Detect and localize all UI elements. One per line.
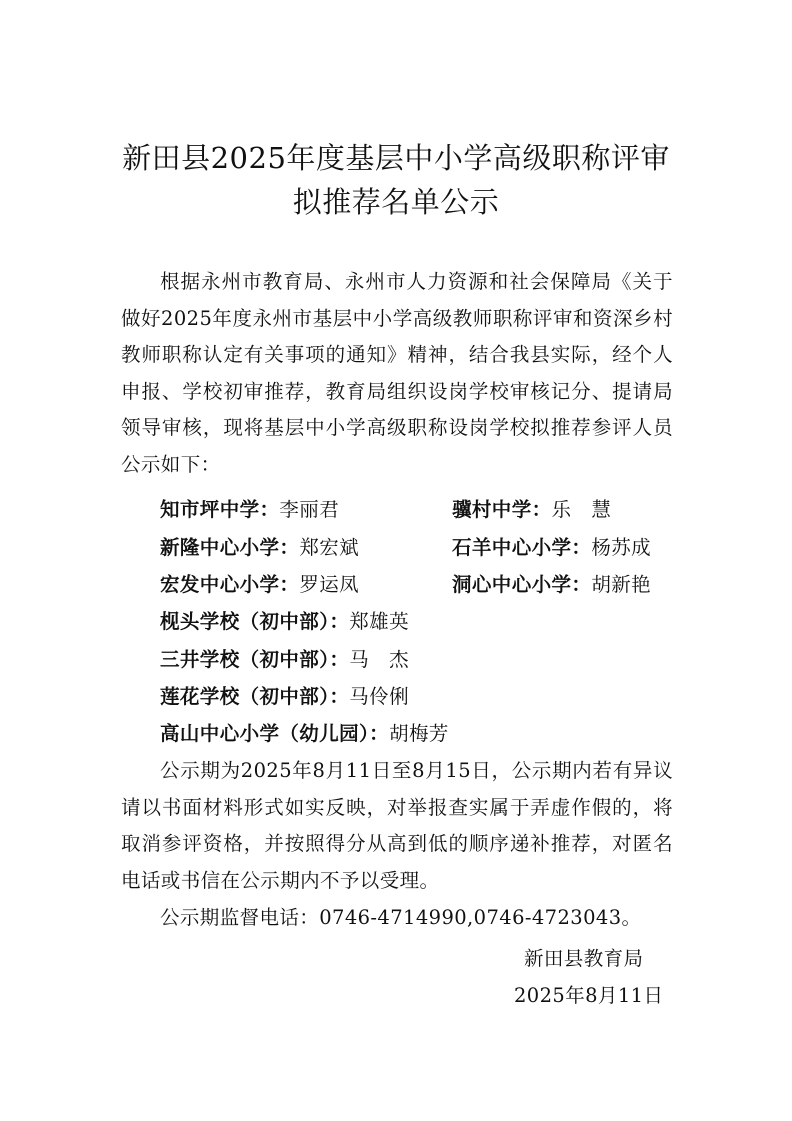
nominee-school: 骥村中学： — [452, 498, 552, 521]
nominee-school: 莲花学校（初中部）： — [160, 685, 350, 708]
nominee-name: 马 杰 — [349, 648, 409, 671]
nominee-name: 马伶俐 — [349, 685, 409, 708]
nominee-name: 李丽君 — [279, 498, 340, 521]
nominee-name: 乐 慧 — [551, 498, 612, 521]
nominee-school: 高山中心小学（幼儿园）： — [160, 722, 390, 745]
nominee-entry — [452, 567, 651, 603]
nominee-school: 宏发中心小学： — [160, 573, 300, 596]
nominee-name: 罗运凤 — [299, 573, 360, 596]
signature-date: 2025年8月11日 — [514, 984, 664, 1007]
hotline-text: 公示期监督电话：0746-4714990,0746-4723043。 — [160, 906, 642, 929]
nominee-entry — [160, 679, 409, 715]
nominee-name: 郑雄英 — [349, 610, 409, 633]
intro-paragraph: 根据永州市教育局、永州市人力资源和社会保障局《关于做好2025年度永州市基层中小学高级教师职称评审和资深乡村教师职称认定有关事项的通知》精神，结合我县实际，经个人申报、学校初审推荐，教育局组织设岗学校审核记分、提请局领导审核，现将基层中小学高级职称设岗学校拟推荐参评人员公示如下： — [121, 270, 673, 476]
nominee-school: 新隆中心小学： — [160, 536, 300, 559]
nominee-entry — [452, 530, 651, 566]
document-title-line-2: 拟推荐名单公示 — [292, 185, 500, 219]
nominee-entry — [160, 716, 449, 752]
nominee-entry — [160, 530, 359, 566]
signature-org: 新田县教育局 — [524, 947, 644, 970]
document-title-line-1: 新田县2025年度基层中小学高级职称评审 — [122, 141, 670, 175]
nominee-entry — [452, 492, 611, 528]
nominee-name: 胡新艳 — [591, 573, 652, 596]
nominee-entry — [160, 492, 339, 528]
nominee-school: 枧头学校（初中部）： — [160, 610, 350, 633]
nominee-entry — [160, 604, 409, 640]
nominee-name: 杨苏成 — [591, 536, 652, 559]
nominee-entry — [160, 567, 359, 603]
nominee-name: 郑宏斌 — [299, 536, 360, 559]
nominee-entry — [160, 642, 409, 678]
nominee-school: 石羊中心小学： — [452, 536, 592, 559]
notice-paragraph: 公示期为2025年8月11日至8月15日，公示期内若有异议请以书面材料形式如实反映，对举报查实属于弄虚作假的，将取消参评资格，并按照得分从高到低的顺序递补推荐，对匿名电话或书信在公示期内不予以受理。 — [121, 759, 673, 892]
nominee-school: 知市坪中学： — [160, 498, 280, 521]
nominee-name: 胡梅芳 — [389, 722, 449, 745]
nominee-school: 三井学校（初中部）： — [160, 648, 350, 671]
nominee-school: 洞心中心小学： — [452, 573, 592, 596]
